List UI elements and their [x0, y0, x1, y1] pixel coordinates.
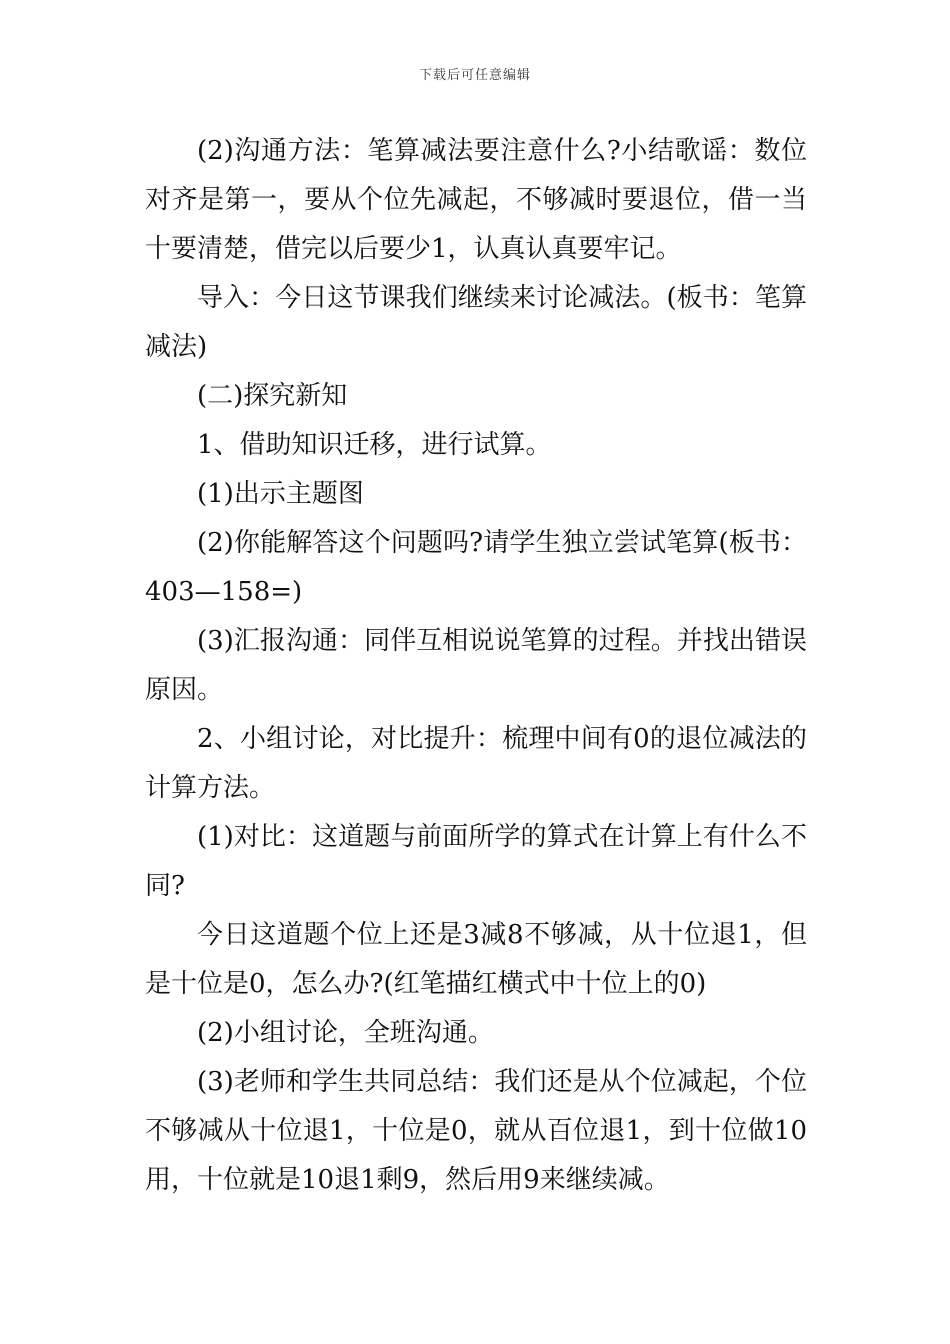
- paragraph: (3)老师和学生共同总结：我们还是从个位减起，个位不够减从十位退1，十位是0，就从百位退1，到十位做10用，十位就是10退1剩9，然后用9来继续减。: [145, 1067, 807, 1195]
- paragraph: (2)你能解答这个问题吗?请学生独立尝试笔算(板书：403—158=): [145, 528, 807, 607]
- document-body: [145, 127, 807, 1205]
- paragraph: (2)小组讨论，全班沟通。: [197, 1018, 494, 1048]
- page-header: 下载后可任意编辑: [418, 68, 531, 83]
- paragraph: 今日这道题个位上还是3减8不够减，从十位退1，但是十位是0，怎么办?(红笔描红横式中十位上的0): [145, 920, 807, 999]
- paragraph: 1、借助知识迁移，进行试算。: [197, 430, 552, 460]
- paragraph: 2、小组讨论，对比提升：梳理中间有0的退位减法的计算方法。: [145, 724, 807, 803]
- paragraph: 导入：今日这节课我们继续来讨论减法。(板书：笔算减法): [145, 283, 807, 362]
- paragraph: (1)对比：这道题与前面所学的算式在计算上有什么不同?: [145, 822, 807, 901]
- paragraph: (2)沟通方法：笔算减法要注意什么?小结歌谣：数位对齐是第一，要从个位先减起，不够减时要退位，借一当十要清楚，借完以后要少1，认真认真要牢记。: [145, 136, 807, 264]
- paragraph: (1)出示主题图: [197, 479, 364, 509]
- paragraph: (3)汇报沟通：同伴互相说说笔算的过程。并找出错误原因。: [145, 626, 807, 705]
- paragraph: (二)探究新知: [197, 381, 348, 411]
